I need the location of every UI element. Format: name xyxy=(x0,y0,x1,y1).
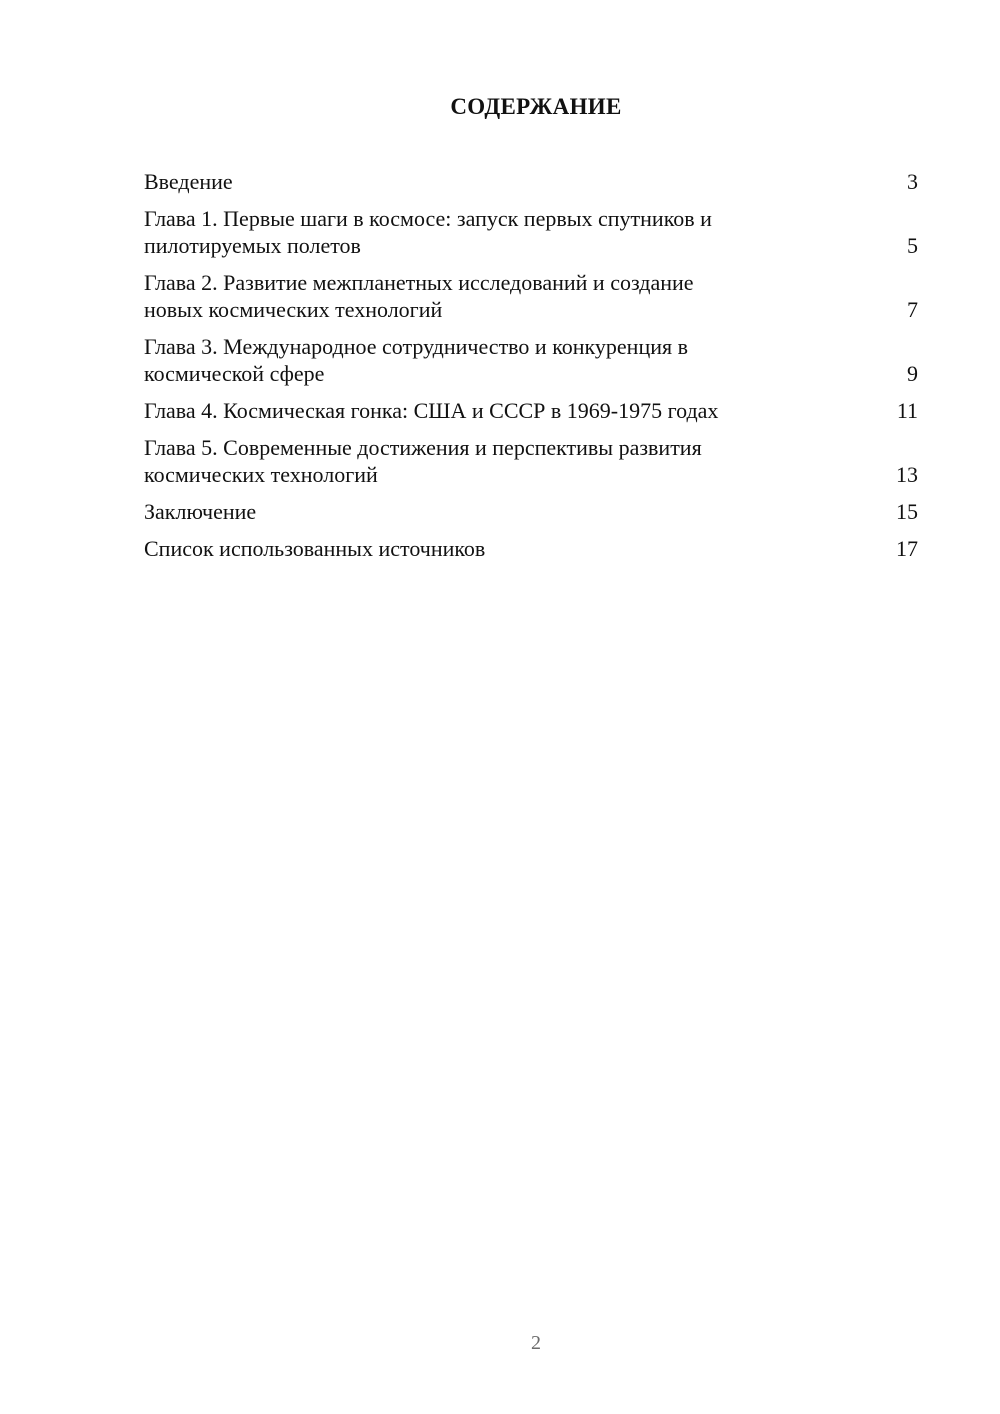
toc-entry-text: Глава 3. Международное сотрудничество и конкуренция в космической сфере xyxy=(144,334,689,386)
toc-entry-page: 5 xyxy=(907,233,918,258)
toc-entry-chapter-4 xyxy=(144,397,918,424)
toc-entry-page: 13 xyxy=(896,462,918,487)
toc-entry-text: Заключение xyxy=(144,499,257,524)
toc-entry-page: 7 xyxy=(907,297,918,322)
toc-entry-page: 11 xyxy=(896,398,918,423)
toc-entry-text: Глава 1. Первые шаги в космосе: запуск первых спутников и пилотируемых полетов xyxy=(144,206,712,258)
toc-entry-introduction xyxy=(144,168,918,195)
toc-entry-text: Глава 5. Современные достижения и перспективы развития космических технологий xyxy=(144,435,702,487)
toc-entry-chapter-5 xyxy=(144,434,918,488)
toc-title: СОДЕРЖАНИЕ xyxy=(450,94,622,119)
toc-entry-page: 17 xyxy=(896,536,918,561)
toc-entry-chapter-2 xyxy=(144,269,918,323)
toc-entry-page: 3 xyxy=(907,169,918,194)
toc-list xyxy=(144,168,918,572)
toc-entry-page: 15 xyxy=(896,499,918,524)
toc-entry-references xyxy=(144,535,918,562)
toc-entry-chapter-1 xyxy=(144,205,918,259)
toc-entry-text: Введение xyxy=(144,169,233,194)
toc-entry-text: Глава 2. Развитие межпланетных исследований и создание новых космических технологий xyxy=(144,270,694,322)
toc-entry-page: 9 xyxy=(907,361,918,386)
toc-entry-conclusion xyxy=(144,498,918,525)
toc-entry-text: Список использованных источников xyxy=(144,536,486,561)
toc-entry-text: Глава 4. Космическая гонка: США и СССР в 1969-1975 годах xyxy=(144,398,719,423)
page-number: 2 xyxy=(531,1332,541,1354)
toc-entry-chapter-3 xyxy=(144,333,918,387)
